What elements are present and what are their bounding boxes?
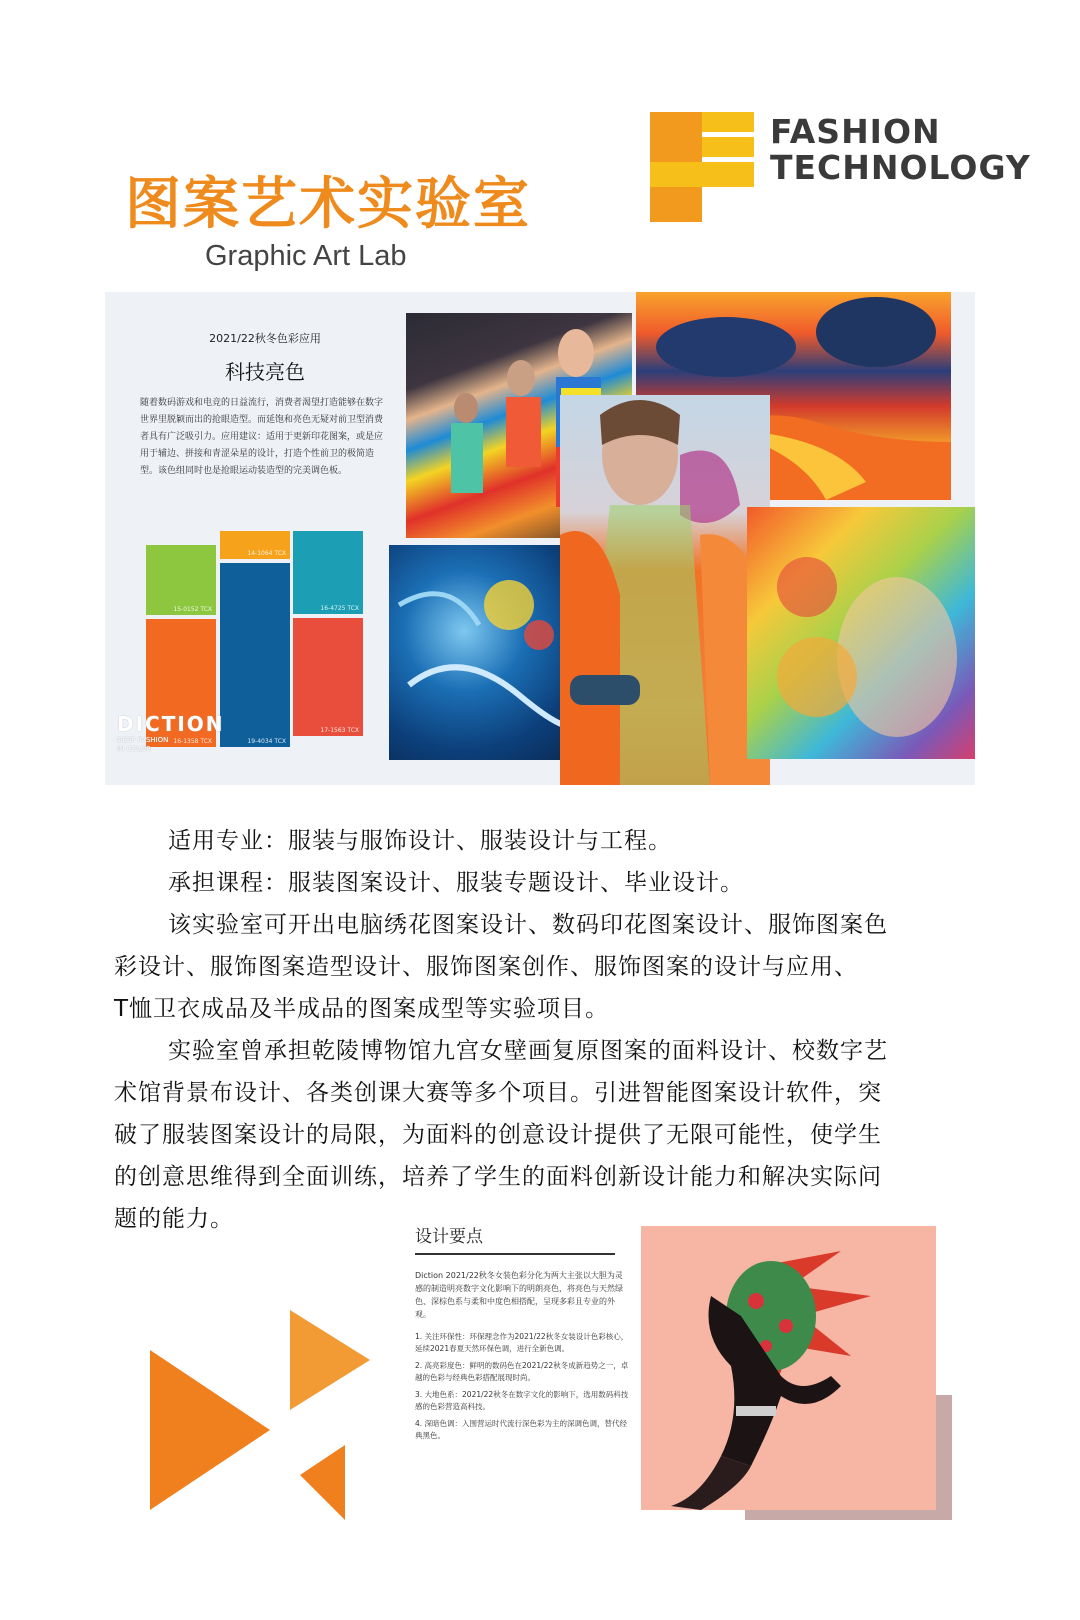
swatch-label: 19-4034 TCX — [247, 738, 286, 745]
majors-line: 适用专业：服装与服饰设计、服装设计与工程。 — [168, 828, 672, 854]
paragraph-1-line-1: 该实验室可开出电脑绣花图案设计、数码印花图案设计、服饰图案色 — [168, 912, 888, 938]
design-point-item: 3. 大地色系：2021/22秋冬在数字文化的影响下，选用数码科技感的色彩营造高科技。 — [415, 1390, 629, 1411]
logo-block-top-right — [702, 112, 754, 132]
logo-block-mid — [650, 162, 754, 187]
triangle-top-right — [290, 1310, 370, 1410]
design-points-title: 设计要点 — [415, 1227, 483, 1247]
swatch-blue — [220, 563, 290, 747]
diction-logo: DICTION — [117, 712, 225, 736]
model-orange-coat-photo — [560, 395, 770, 785]
paragraph-2-line-4: 的创意思维得到全面训练，培养了学生的面料创新设计能力和解决实际问 — [114, 1164, 882, 1190]
courses-line: 承担课程：服装图案设计、服装专题设计、毕业设计。 — [168, 870, 744, 896]
swatch-label: 15-0152 TCX — [173, 606, 212, 613]
blue-abstract-painting — [389, 545, 577, 760]
design-points-divider — [415, 1253, 615, 1255]
figure-art — [641, 1226, 936, 1510]
fashion-technology-logo — [650, 112, 1031, 222]
design-points-intro: Diction 2021/22秋冬女装色彩分化为两大主张以大胆为灵感的制造明亮数字文化影响下的明朗亮色，将亮色与天然绿色、深棕色系与柔和中度色相搭配，呈现多彩且专业的外观。 — [415, 1271, 623, 1319]
figure-art-svg — [641, 1226, 936, 1510]
triangle-large — [150, 1350, 270, 1510]
design-point-item: 4. 深暗色调：入围营运时代流行深色彩为主的深调色调，替代经典黑色。 — [415, 1419, 628, 1440]
design-point-item: 1. 关注环保性：环保理念作为2021/22秋冬女装设计色彩核心，延续2021春夏天然环保色调，进行全新色调。 — [415, 1332, 629, 1353]
swatch-label: 16-4725 TCX — [320, 605, 359, 612]
swatch-label: 16-1358 TCX — [173, 738, 212, 745]
paragraph-1-line-2: 彩设计、服饰图案造型设计、服饰图案创作、服饰图案的设计与应用、 — [114, 954, 858, 980]
diction-sub-1: DEEP FASHION — [117, 736, 169, 744]
logo-text-technology: TECHNOLOGY — [770, 148, 1031, 187]
swatch-label: 14-1064 TCX — [247, 550, 286, 557]
moodboard-body: 随着数码游戏和电竞的日益流行，消费者渴望打造能够在数字世界里脱颖而出的抢眼造型。而延饱和亮色无疑对前卫型消费者具有广泛吸引力。应用建议：适用于更新印花图案，或是应用于辅边、拼接和青涩朵星的设计，打造个性前卫的极简造型。该色组同时也是抢眼运动装造型的完美调色板。 — [140, 398, 384, 476]
moodboard-text — [140, 330, 390, 515]
triangle-decoration — [140, 1310, 380, 1520]
swatch-yellow — [220, 531, 290, 559]
paragraph-1-line-3: T恤卫衣成品及半成品的图案成型等实验项目。 — [114, 996, 610, 1022]
rainbow-face-art — [747, 507, 975, 759]
diction-brand — [117, 712, 225, 754]
logo-block-bottom — [650, 187, 702, 222]
triangle-small — [300, 1445, 345, 1520]
swatch-green — [146, 545, 216, 615]
rainbow-face-art-svg — [747, 507, 975, 759]
model-art — [560, 395, 770, 785]
logo-block-mid-right — [702, 137, 754, 157]
swatch-teal — [293, 531, 363, 614]
page-title: 图案艺术实验室 — [125, 172, 531, 237]
logo-block-top-left — [650, 112, 702, 162]
paragraph-2-line-3: 破了服装图案设计的局限，为面料的创意设计提供了无限可能性，使学生 — [114, 1122, 882, 1148]
diction-sub-2: IN COLOR — [117, 745, 151, 753]
design-point-item: 2. 高亮彩度色：鲜明的数码色在2021/22秋冬成新趋势之一，卓越的色彩与经典色彩搭配展现时尚。 — [415, 1361, 629, 1382]
paragraph-2-line-1: 实验室曾承担乾陵博物馆九宫女壁画复原图案的面料设计、校数字艺 — [168, 1038, 888, 1064]
logo-text-fashion: FASHION — [770, 112, 941, 151]
blue-abstract-art — [389, 545, 577, 760]
page-subtitle: Graphic Art Lab — [205, 240, 407, 272]
design-points — [415, 1222, 630, 1452]
swatch-red — [293, 618, 363, 736]
paragraph-2-line-5: 题的能力。 — [114, 1206, 234, 1232]
moodboard-heading: 科技亮色 — [225, 360, 305, 384]
swatch-label: 17-1563 TCX — [320, 727, 359, 734]
moodboard-subtitle: 2021/22秋冬色彩应用 — [209, 332, 321, 345]
paragraph-2-line-2: 术馆背景布设计、各类创课大赛等多个项目。引进智能图案设计软件，突 — [114, 1080, 882, 1106]
